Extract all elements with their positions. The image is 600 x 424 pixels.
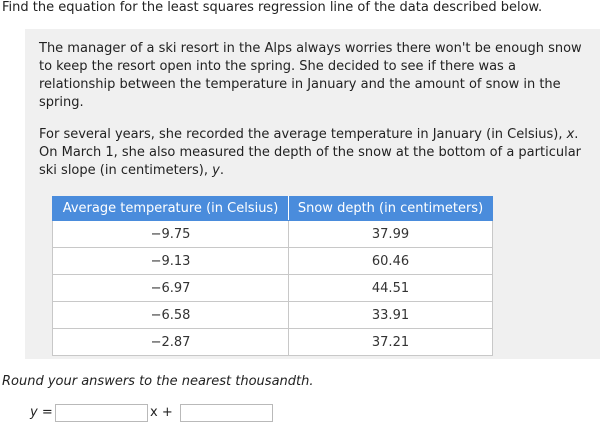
snow-depth-cell: 37.21 — [289, 329, 493, 356]
instruction-text: Find the equation for the least squares regression line of the data described below. — [2, 0, 543, 15]
snow-depth-cell: 33.91 — [289, 302, 493, 329]
rounding-instruction: Round your answers to the nearest thousandth. — [2, 374, 314, 389]
equals-sign: = — [41, 405, 53, 420]
paragraph-2-text-c: . — [219, 163, 224, 178]
table-row — [53, 248, 493, 275]
problem-panel — [25, 29, 600, 359]
paragraph-2-text-a: For several years, she recorded the average temperature in January (in Celsius), — [39, 127, 567, 142]
equation-y-variable: y — [30, 405, 38, 420]
column-header-temperature: Average temperature (in Celsius) — [53, 197, 289, 221]
table-row — [53, 329, 493, 356]
intercept-input[interactable] — [180, 404, 273, 422]
paragraph-2-text-b: . On March 1, she also measured the depth of the snow at the bottom of a particular ski slope (in centimeters), — [39, 127, 582, 178]
temperature-cell: −2.87 — [53, 329, 289, 356]
equation-lhs — [30, 405, 53, 420]
y-variable: y — [212, 163, 220, 178]
snow-depth-cell: 44.51 — [289, 275, 493, 302]
x-variable: x — [566, 127, 575, 142]
temperature-cell: −6.58 — [53, 302, 289, 329]
temperature-cell: −9.75 — [53, 221, 289, 248]
table-header-row — [53, 197, 493, 221]
slope-input[interactable] — [55, 404, 148, 422]
data-table — [52, 196, 493, 356]
temperature-cell: −6.97 — [53, 275, 289, 302]
column-header-snow-depth: Snow depth (in centimeters) — [289, 197, 493, 221]
table-row — [53, 275, 493, 302]
table-row — [53, 302, 493, 329]
table-row — [53, 221, 493, 248]
snow-depth-cell: 37.99 — [289, 221, 493, 248]
snow-depth-cell: 60.46 — [289, 248, 493, 275]
problem-paragraph-1: The manager of a ski resort in the Alps always worries there won't be enough snow to keep the resort open into the spring. She decided to see if there was a relationship between the temperature in January and the amount of snow in the spring. — [39, 41, 582, 110]
temperature-cell: −9.13 — [53, 248, 289, 275]
equation-x-term: x + — [150, 405, 173, 420]
problem-paragraph-2 — [39, 126, 589, 180]
